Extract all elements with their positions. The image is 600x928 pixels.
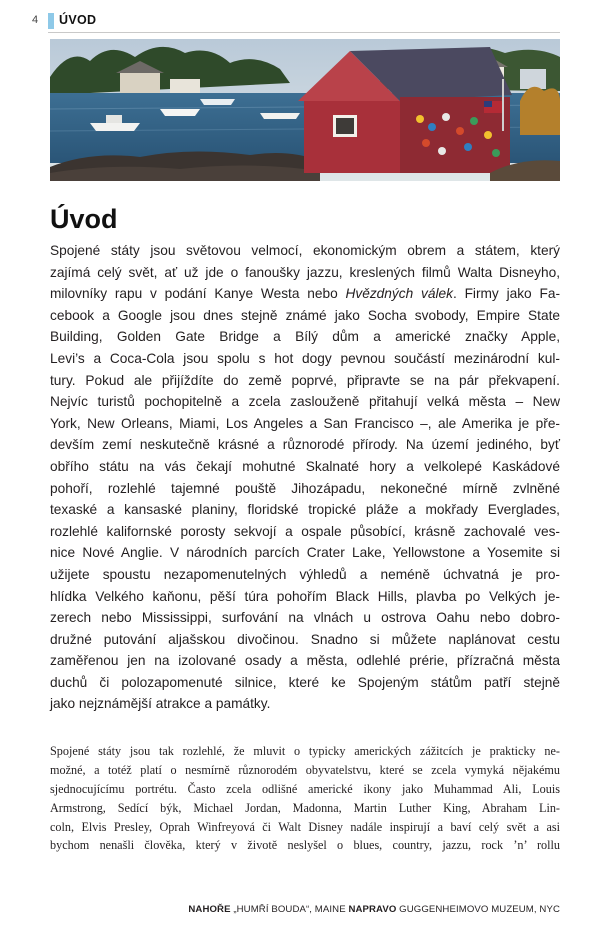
lobster-shack-photo — [50, 39, 560, 181]
intro-line: rozlehlé kalifornské porosty sekvojí a ospale působící, krásně zachovalé ves- — [50, 523, 560, 539]
film-title: Hvězdných válek — [345, 286, 453, 302]
header-accent-bar — [48, 13, 54, 29]
caption-label-right: NAPRAVO — [348, 904, 397, 915]
body-line: Armstrong, Sedící býk, Michael Jordan, Madonna, Martin Luther King, Abraham Lin- — [50, 800, 560, 815]
running-header-title: ÚVOD — [59, 13, 97, 27]
intro-line: York, New Orleans, Miami, Los Angeles a San Francisco –, ale Amerika je pře- — [50, 415, 560, 431]
intro-line: Building, Golden Gate Bridge a Bílý dům a americké značky Apple, — [50, 329, 560, 345]
intro-line: texaské a kansaské planiny, floridské tropické pláže a mokřady Everglades, — [50, 502, 560, 518]
intro-line: nice Nové Anglie. V národních parcích Crater Lake, Yellowstone a Yosemite si — [50, 545, 560, 561]
intro-line: Nejvíc turistů pochopitelně a zcela zaslouženě přitahují velká města – New — [50, 394, 560, 410]
intro-line: cebook a Google jsou dnes stejně známé jako Socha svobody, Empire State — [50, 307, 560, 323]
caption-text-top: „HUMŘÍ BOUDA“, MAINE — [230, 904, 349, 915]
caption-text-right: GUGGENHEIMOVO MUZEUM, NYC — [396, 904, 560, 915]
intro-line: duchů či polozapomenuté silnice, které ke Spojeným státům patří stejně — [50, 674, 560, 690]
photo-caption — [188, 904, 560, 915]
caption-label-top: NAHOŘE — [188, 904, 231, 915]
body-paragraph — [50, 742, 560, 855]
intro-line: obřího státu na vás čekají mohutné Skalnaté hory a velkolepé Kaskádové — [50, 458, 560, 474]
running-header — [32, 12, 560, 34]
body-line: Spojené státy jsou tak rozlehlé, že mluvit o typicky amerických zážitcích je prakticky ne- — [50, 744, 560, 758]
intro-paragraph — [50, 240, 560, 715]
body-line: sjednocujícímu portrétu. Často zcela odlišné americké ikony jako Muhammad Ali, Louis — [50, 781, 560, 796]
intro-line: hlídka Velkého kaňonu, pěší túra pohořím Black Hills, plavba po Velkých je- — [50, 588, 560, 604]
header-divider — [48, 32, 560, 33]
intro-line: Levi’s a Coca-Cola jsou spolu s hot dogy pevnou součástí mezinárodní kul- — [50, 350, 560, 366]
intro-line: tury. Pokud ale přijíždíte do země poprvé, připravte se na pár překvapení. — [50, 372, 560, 388]
intro-line: družné putování aljašskou divočinou. Snadno si můžete naplánovat cestu — [50, 631, 560, 647]
body-line: možné, a totéž platí o nesmírně různorodém obyvatelstvu, které se zcela vymyká nějakému — [50, 762, 560, 777]
intro-line-tail: . Firmy jako Fa- — [452, 286, 560, 302]
intro-line: zajímá celý svět, ať už jde o fanoušky jazzu, kreslených filmů Walta Disneyho, — [50, 264, 560, 280]
intro-line: devším zemí neskutečně krásné a různorodé přírody. Na území jediného, byť — [50, 437, 560, 453]
intro-line — [50, 283, 560, 305]
intro-line: zaměřenou jen na izolované osady a města, odlehlé prérie, přízračná města — [50, 653, 560, 669]
intro-line: Spojené státy jsou světovou velmocí, ekonomickým obrem a státem, který — [50, 243, 560, 258]
intro-line: zerech nebo Mississippi, surfování na vlnách u ostrova Oahu nebo dobro- — [50, 610, 560, 626]
body-line: bychom nenašli člověka, který v životě neslyšel o blues, country, jazzu, rock ’n’ rollu — [50, 838, 560, 853]
intro-line-start: milovníky rapu v podání Kanye Westa nebo — [50, 286, 346, 302]
page-number: 4 — [32, 14, 39, 26]
intro-line: jako nejznámější atrakce a památky. — [50, 696, 271, 712]
body-line: coln, Elvis Presley, Oprah Winfreyová či Walt Disney nadále inspirují a baví celý svět a asi — [50, 819, 560, 834]
intro-line: užijete spoustu nezapomenutelných výhledů a neméně úchvatná je pro- — [50, 566, 560, 582]
intro-line: pohoří, rozlehlé tajemné pouště Jihozápadu, nekonečné mírně zvlněné — [50, 480, 560, 496]
section-title: Úvod — [50, 204, 118, 234]
